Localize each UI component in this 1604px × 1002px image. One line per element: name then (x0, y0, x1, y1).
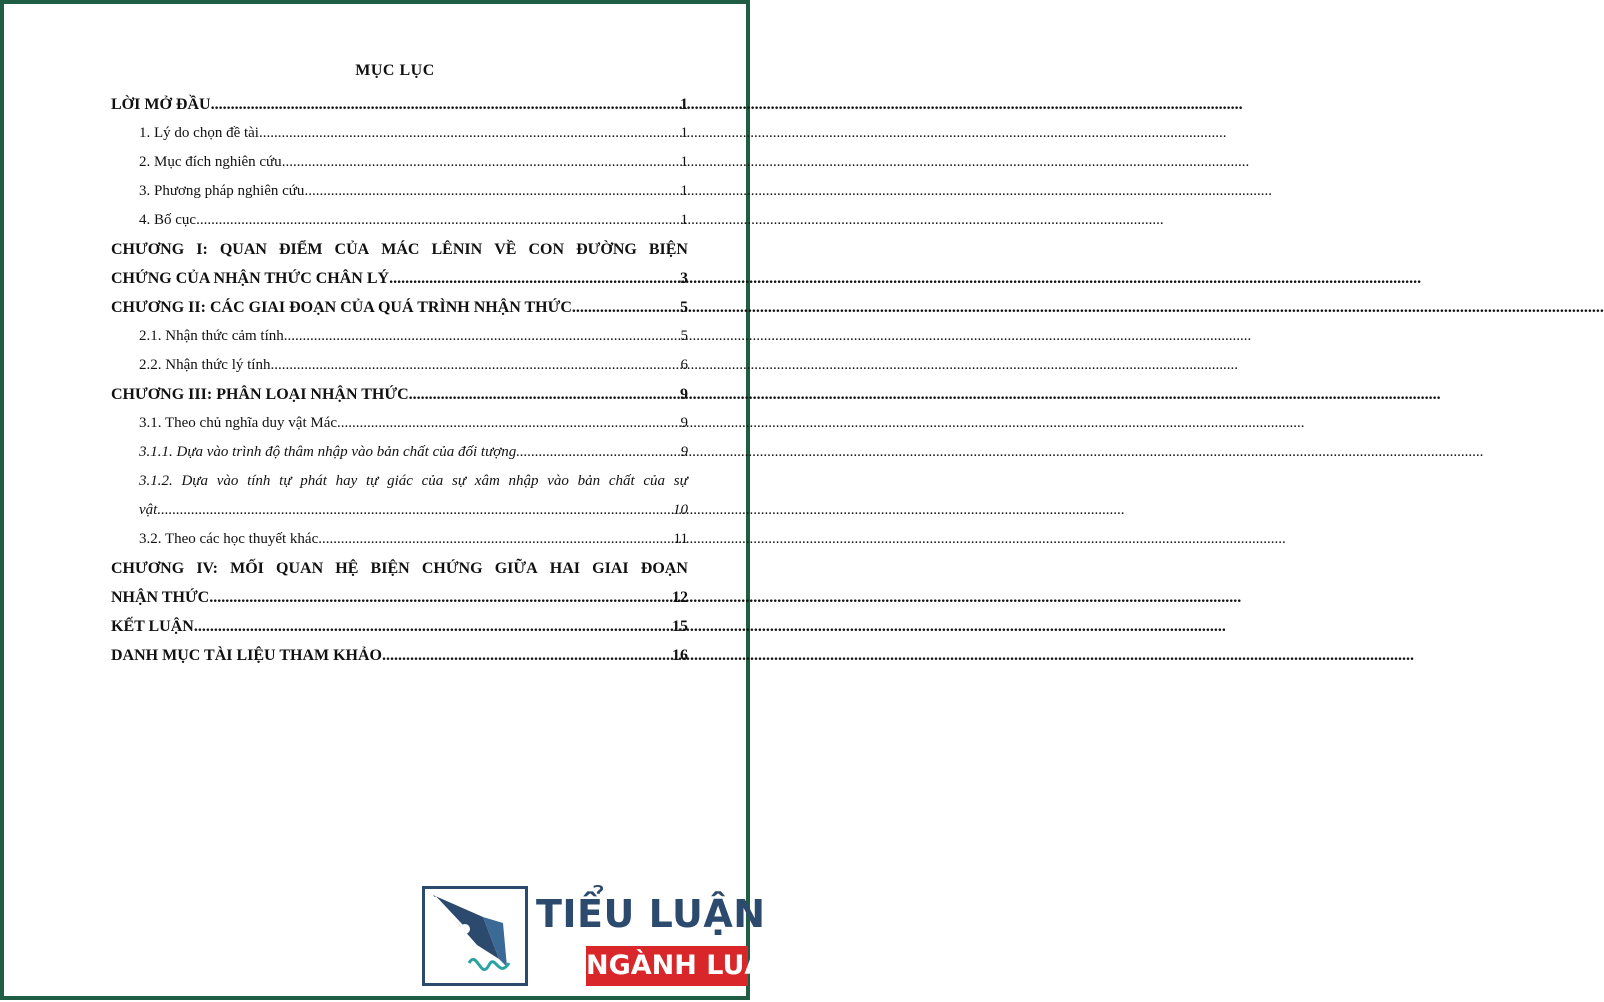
logo-top-text: TIỂU LUẬN (536, 892, 766, 936)
justified-heading: CHƯƠNG I: QUAN ĐIỂM CỦA MÁC LÊNIN VỀ CON ĐƯỜNG BIỆN (111, 241, 688, 258)
toc-title: MỤC LỤC (355, 62, 435, 79)
toc-page-number: 11 (673, 531, 688, 547)
toc-entry-chuong-4-line-2[interactable]: NHẬN THỨC ..... 12 (111, 583, 688, 612)
toc-entry-chuong-4-line-1[interactable] (111, 554, 688, 583)
toc-entry-chuong-3[interactable]: CHƯƠNG III: PHÂN LOẠI NHẬN THỨC ..... 9 (111, 380, 688, 409)
toc-entry-chuong-2[interactable]: CHƯƠNG II: CÁC GIAI ĐOẠN CỦA QUÁ TRÌNH NHẬN THỨC ..... 5 (111, 293, 688, 322)
toc-page-number: 6 (680, 357, 688, 373)
toc-entry-3-1[interactable]: 3.1. Theo chủ nghĩa duy vật Mác ..... 9 (111, 409, 688, 438)
justified-heading: CHƯƠNG IV: MỐI QUAN HỆ BIỆN CHỨNG GIỮA HAI GIAI ĐOẠN (111, 560, 688, 577)
pen-nib-icon (422, 886, 528, 986)
watermark-logo (422, 886, 784, 1002)
toc-entry-chuong-1-line-1[interactable] (111, 235, 688, 264)
toc-page-number: 1 (680, 154, 688, 170)
toc-entry-loi-mo-dau[interactable]: LỜI MỞ ĐẦU ..... 1 (111, 90, 688, 119)
toc-entry-phuong-phap[interactable]: 3. Phương pháp nghiên cứu ..... 1 (111, 177, 688, 206)
toc-entry-2-2[interactable]: 2.2. Nhận thức lý tính ..... 6 (111, 351, 688, 380)
toc-page-number: 5 (680, 299, 688, 316)
toc-page-number: 5 (680, 328, 688, 344)
toc-page-number: 16 (672, 647, 688, 664)
toc-page-number: 9 (680, 415, 688, 431)
justified-heading: 3.1.2. Dựa vào tính tự phát hay tự giác của sự xâm nhập vào bản chất của sự (139, 473, 688, 489)
toc-entry-chuong-1-line-2[interactable]: CHỨNG CỦA NHẬN THỨC CHÂN LÝ ..... 3 (111, 264, 688, 293)
toc-page-number: 1 (680, 125, 688, 141)
toc-page-number: 15 (672, 618, 688, 635)
logo-bottom-text: NGÀNH LUẬT (586, 946, 748, 986)
toc-entry-2-1[interactable]: 2.1. Nhận thức cảm tính ..... 5 (111, 322, 688, 351)
toc-entry-3-2[interactable]: 3.2. Theo các học thuyết khác ..... 11 (111, 525, 688, 554)
toc-entry-bo-cuc[interactable]: 4. Bố cục ..... 1 (111, 206, 688, 235)
toc-entry-tai-lieu-tham-khao[interactable]: DANH MỤC TÀI LIỆU THAM KHẢO ..... 16 (111, 641, 688, 670)
toc-entry-ly-do[interactable]: 1. Lý do chọn đề tài ..... 1 (111, 119, 688, 148)
toc-page-number: 9 (680, 386, 688, 403)
toc-page-number: 10 (673, 502, 688, 518)
table-of-contents (111, 90, 688, 670)
toc-entry-muc-dich[interactable]: 2. Mục đích nghiên cứu ..... 1 (111, 148, 688, 177)
toc-entry-3-1-2-line-2[interactable]: vật ..... 10 (111, 496, 688, 525)
toc-page-number: 1 (680, 183, 688, 199)
document-page (0, 0, 784, 1000)
toc-page-number: 3 (680, 270, 688, 287)
toc-page-number: 1 (680, 96, 688, 113)
toc-entry-3-1-2-line-1[interactable] (111, 467, 688, 496)
toc-page-number: 9 (680, 444, 688, 460)
toc-entry-3-1-1[interactable]: 3.1.1. Dựa vào trình độ thâm nhập vào bản chất của đối tượng ..... 9 (111, 438, 688, 467)
toc-page-number: 12 (672, 589, 688, 606)
toc-page-number: 1 (680, 212, 688, 228)
toc-entry-ket-luan[interactable]: KẾT LUẬN ..... 15 (111, 612, 688, 641)
